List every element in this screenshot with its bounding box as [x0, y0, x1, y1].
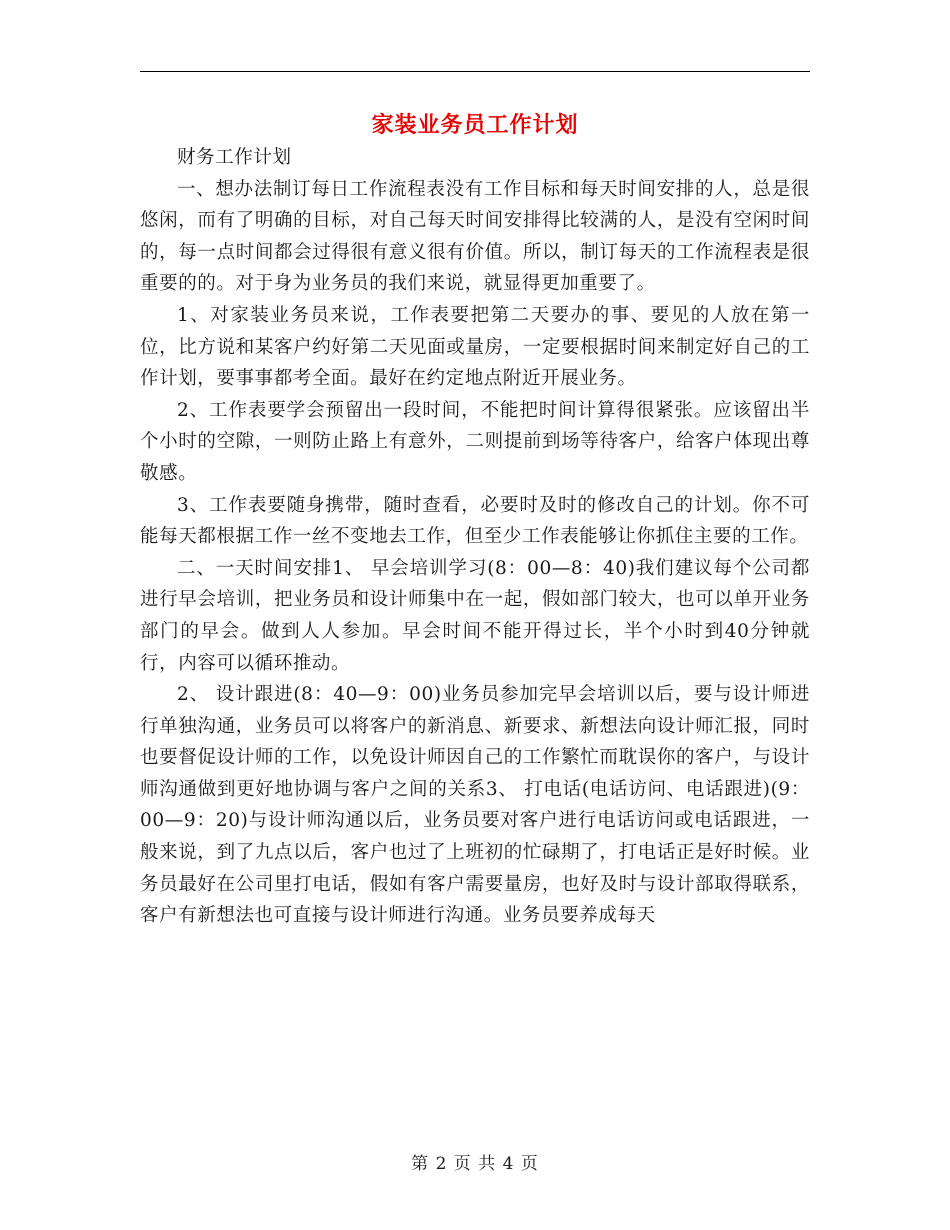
paragraph: 一、想办法制订每日工作流程表没有工作目标和每天时间安排的人，总是很悠闲，而有了明确的目标，对自己每天时间安排得比较满的人，是没有空闲时间的，每一点时间都会过得很有意义很有价值。所以，制订每天的工作流程表是很重要的的。对于身为业务员的我们来说，就显得更加重要了。 — [140, 178, 810, 295]
paragraph: 3、工作表要随身携带，随时查看，必要时及时的修改自己的计划。你不可能每天都根据工作一丝不变地去工作，但至少工作表能够让你抓住主要的工作。 — [140, 494, 810, 548]
document-title: 家装业务员工作计划 — [371, 112, 579, 138]
page-footer: 第 2 页 共 4 页 — [411, 1154, 539, 1174]
paragraph: 二、一天时间安排1、 早会培训学习(8：00—8：40)我们建议每个公司都进行早会培训，把业务员和设计师集中在一起，假如部门较大，也可以单开业务部门的早会。做到人人参加。早会时间不能开得过长，半个小时到40分钟就行，内容可以循环推动。 — [140, 557, 810, 674]
paragraph-heading: 财务工作计划 — [177, 147, 292, 168]
document-body — [140, 142, 810, 932]
paragraph: 2、工作表要学会预留出一段时间，不能把时间计算得很紧张。应该留出半个小时的空隙，一则防止路上有意外，二则提前到场等待客户，给客户体现出尊敬感。 — [140, 399, 810, 484]
header-rule — [140, 71, 810, 72]
paragraph: 2、 设计跟进(8：40—9：00)业务员参加完早会培训以后，要与设计师进行单独沟通，业务员可以将客户的新消息、新要求、新想法向设计师汇报，同时也要督促设计师的工作，以免设计师因自己的工作繁忙而耽误你的客户，与设计师沟通做到更好地协调与客户之间的关系3、 打电话(电话访问、电话跟进)(9：00—9：20)与设计师沟通以后，业务员要对客户进行电话访问或电话跟进，一般来说，到了九点以后，客户也过了上班初的忙碌期了，打电话正是好时候。业务员最好在公司里打电话，假如有客户需要量房，也好及时与设计部取得联系，客户有新想法也可直接与设计师进行沟通。业务员要养成每天 — [140, 684, 810, 927]
paragraph: 1、对家装业务员来说，工作表要把第二天要办的事、要见的人放在第一位，比方说和某客户约好第二天见面或量房，一定要根据时间来制定好自己的工作计划，要事事都考全面。最好在约定地点附近开展业务。 — [140, 304, 810, 390]
